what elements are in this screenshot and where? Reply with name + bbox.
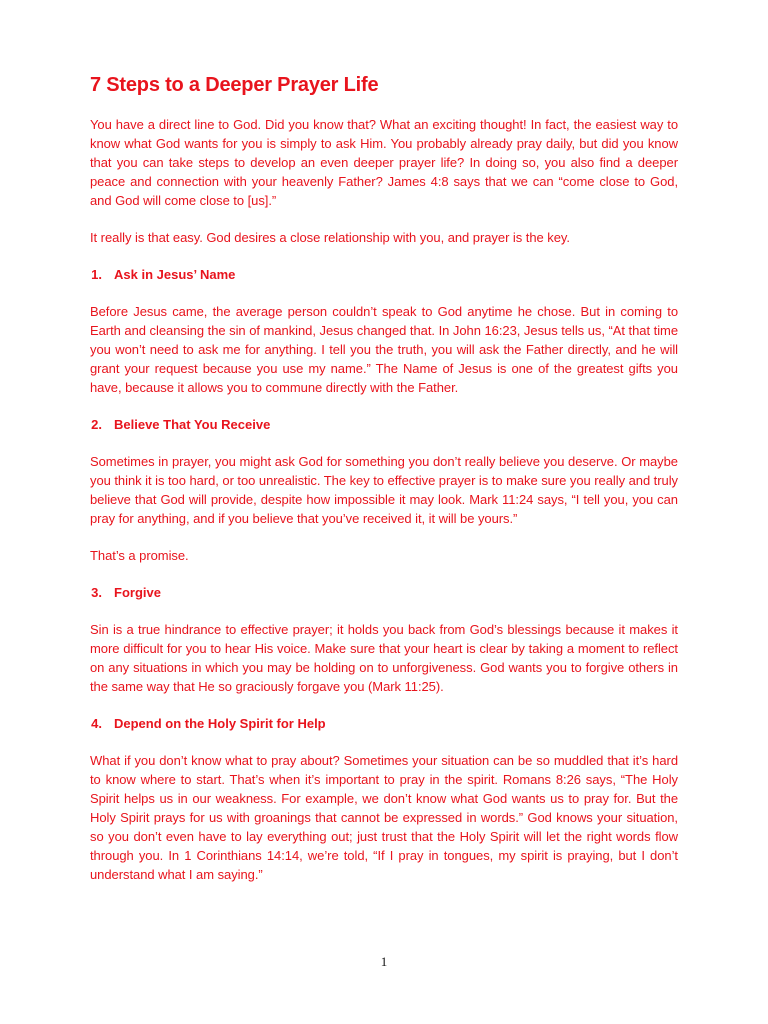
step-heading-2	[90, 415, 678, 434]
step-1-paragraph-1: Before Jesus came, the average person couldn’t speak to God anytime he chose. But in coming to Earth and cleansing the sin of mankind, Jesus changed that. In John 16:23, Jesus tells us, “At that time you won’t need to ask me for anything. I tell you the truth, you will ask the Father directly, and he will grant your request because you use my name.” The Name of Jesus is one of the greatest gifts you have, because it allows you to commune directly with the Father.	[90, 304, 678, 395]
step-title: Ask in Jesus’ Name	[114, 267, 236, 282]
step-heading-1	[90, 265, 678, 284]
step-heading-4	[90, 714, 678, 733]
intro-paragraph-2: It really is that easy. God desires a close relationship with you, and prayer is the key.	[90, 230, 570, 245]
step-2-paragraph-2: That’s a promise.	[90, 548, 189, 563]
intro-paragraph-1: You have a direct line to God. Did you know that? What an exciting thought! In fact, the easiest way to know what God wants for you is simply to ask Him. You probably already pray daily, but did you know that you can take steps to develop an even deeper prayer life? In doing so, you also find a deeper peace and connection with your heavenly Father? James 4:8 says that we can “come close to God, and God will come close to [us].”	[90, 117, 678, 208]
step-title: Forgive	[114, 585, 161, 600]
step-number: 1.	[91, 267, 102, 282]
document-page	[90, 72, 678, 902]
page-number: 1	[380, 954, 388, 969]
step-title: Depend on the Holy Spirit for Help	[114, 716, 326, 731]
step-heading-3	[90, 583, 678, 602]
step-2-paragraph-1: Sometimes in prayer, you might ask God for something you don’t really believe you deserve. Or maybe you think it is too hard, or too unrealistic. The key to effective prayer is to make sure you really and truly believe that God will provide, despite how impossible it may look. Mark 11:24 says, “I tell you, you can pray for anything, and if you believe that you’ve received it, it will be yours.”	[90, 454, 678, 526]
document-title: 7 Steps to a Deeper Prayer Life	[90, 74, 379, 96]
step-4-paragraph-1: What if you don’t know what to pray about? Sometimes your situation can be so muddled that it’s hard to know where to start. That’s when it’s important to pray in the spirit. Romans 8:26 says, “The Holy Spirit helps us in our weakness. For example, we don’t know what God wants us to pray for. But the Holy Spirit prays for us with groanings that cannot be expressed in words.” God knows your situation, so you don’t even have to lay everything out; just trust that the Holy Spirit will let the right words flow through you. In 1 Corinthians 14:14, we’re told, “If I pray in tongues, my spirit is praying, but I don’t understand what I am saying.”	[90, 753, 678, 882]
step-title: Believe That You Receive	[114, 417, 271, 432]
step-number: 3.	[91, 585, 102, 600]
step-number: 4.	[91, 716, 102, 731]
step-number: 2.	[91, 417, 102, 432]
step-3-paragraph-1: Sin is a true hindrance to effective prayer; it holds you back from God’s blessings because it makes it more difficult for you to hear His voice. Make sure that your heart is clear by taking a moment to reflect on any situations in which you may be holding on to unforgiveness. God wants you to forgive others in the same way that He so graciously forgave you (Mark 11:25).	[90, 622, 678, 694]
